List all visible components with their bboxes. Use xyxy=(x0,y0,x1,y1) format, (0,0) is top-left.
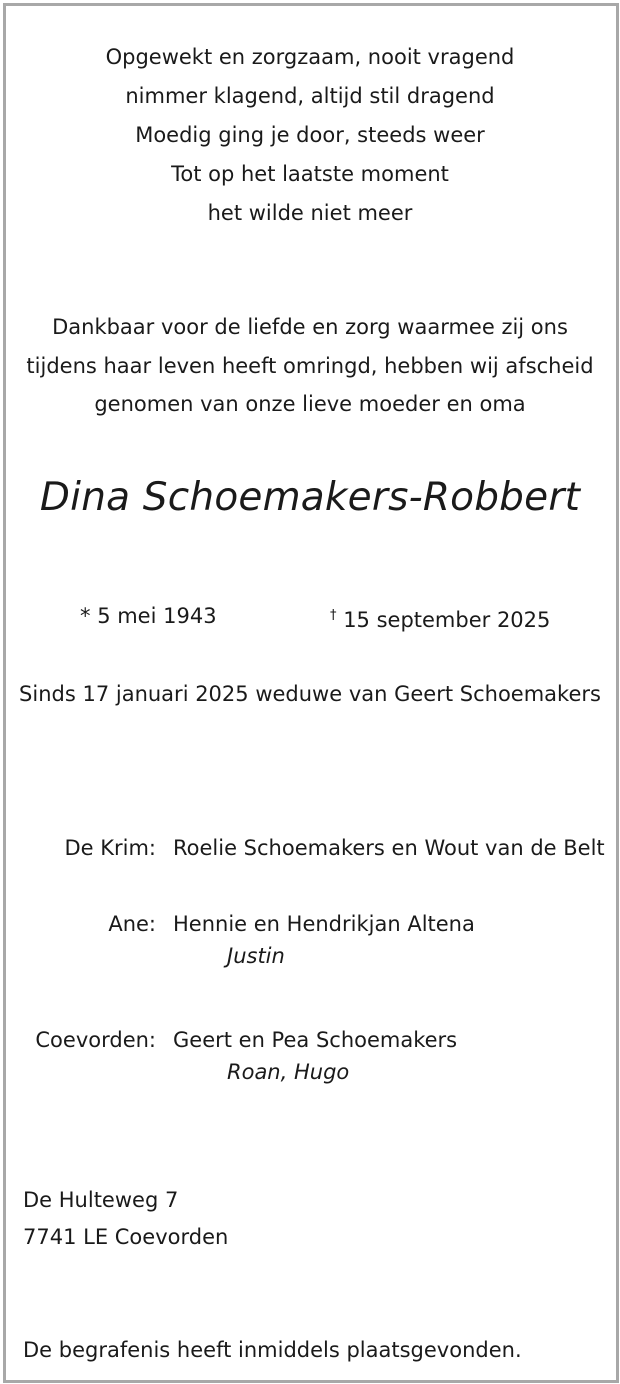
intro-line: genomen van onze lieve moeder en oma xyxy=(94,392,526,416)
birth-symbol: * xyxy=(80,604,91,628)
intro-text xyxy=(0,308,620,424)
poem-line: Opgewekt en zorgzaam, nooit vragend xyxy=(105,45,515,69)
family-names: Roelie Schoemakers en Wout van de Belt xyxy=(173,836,605,860)
birth-date-text: 5 mei 1943 xyxy=(97,604,217,628)
funeral-note: De begrafenis heeft inmiddels plaatsgevonden. xyxy=(23,1338,522,1362)
poem-line: Tot op het laatste moment xyxy=(171,162,449,186)
family-children: Justin xyxy=(227,944,285,968)
family-place: Ane: xyxy=(108,912,156,936)
family-names: Geert en Pea Schoemakers xyxy=(173,1028,458,1052)
birth-date xyxy=(80,600,217,632)
poem-line: het wilde niet meer xyxy=(207,201,413,225)
intro-line: Dankbaar voor de liefde en zorg waarmee zij ons xyxy=(52,315,568,339)
family-children: Roan, Hugo xyxy=(227,1060,350,1084)
family-place: Coevorden: xyxy=(35,1028,156,1052)
widow-line: Sinds 17 januari 2025 weduwe van Geert Schoemakers xyxy=(19,682,601,706)
poem-line: Moedig ging je door, steeds weer xyxy=(135,123,485,147)
family-names: Hennie en Hendrikjan Altena xyxy=(173,912,475,936)
family-place: De Krim: xyxy=(64,836,156,860)
death-date xyxy=(330,600,550,636)
poem-line: nimmer klagend, altijd stil dragend xyxy=(125,84,495,108)
intro-line: tijdens haar leven heeft omringd, hebben wij afscheid xyxy=(26,353,594,378)
poem xyxy=(0,38,620,233)
death-date-text: 15 september 2025 xyxy=(343,608,551,632)
address xyxy=(23,1182,228,1256)
deceased-name: Dina Schoemakers-Robbert xyxy=(39,475,581,520)
death-symbol: † xyxy=(330,608,337,623)
address-street: De Hulteweg 7 xyxy=(23,1188,179,1212)
address-city: 7741 LE Coevorden xyxy=(23,1225,229,1249)
